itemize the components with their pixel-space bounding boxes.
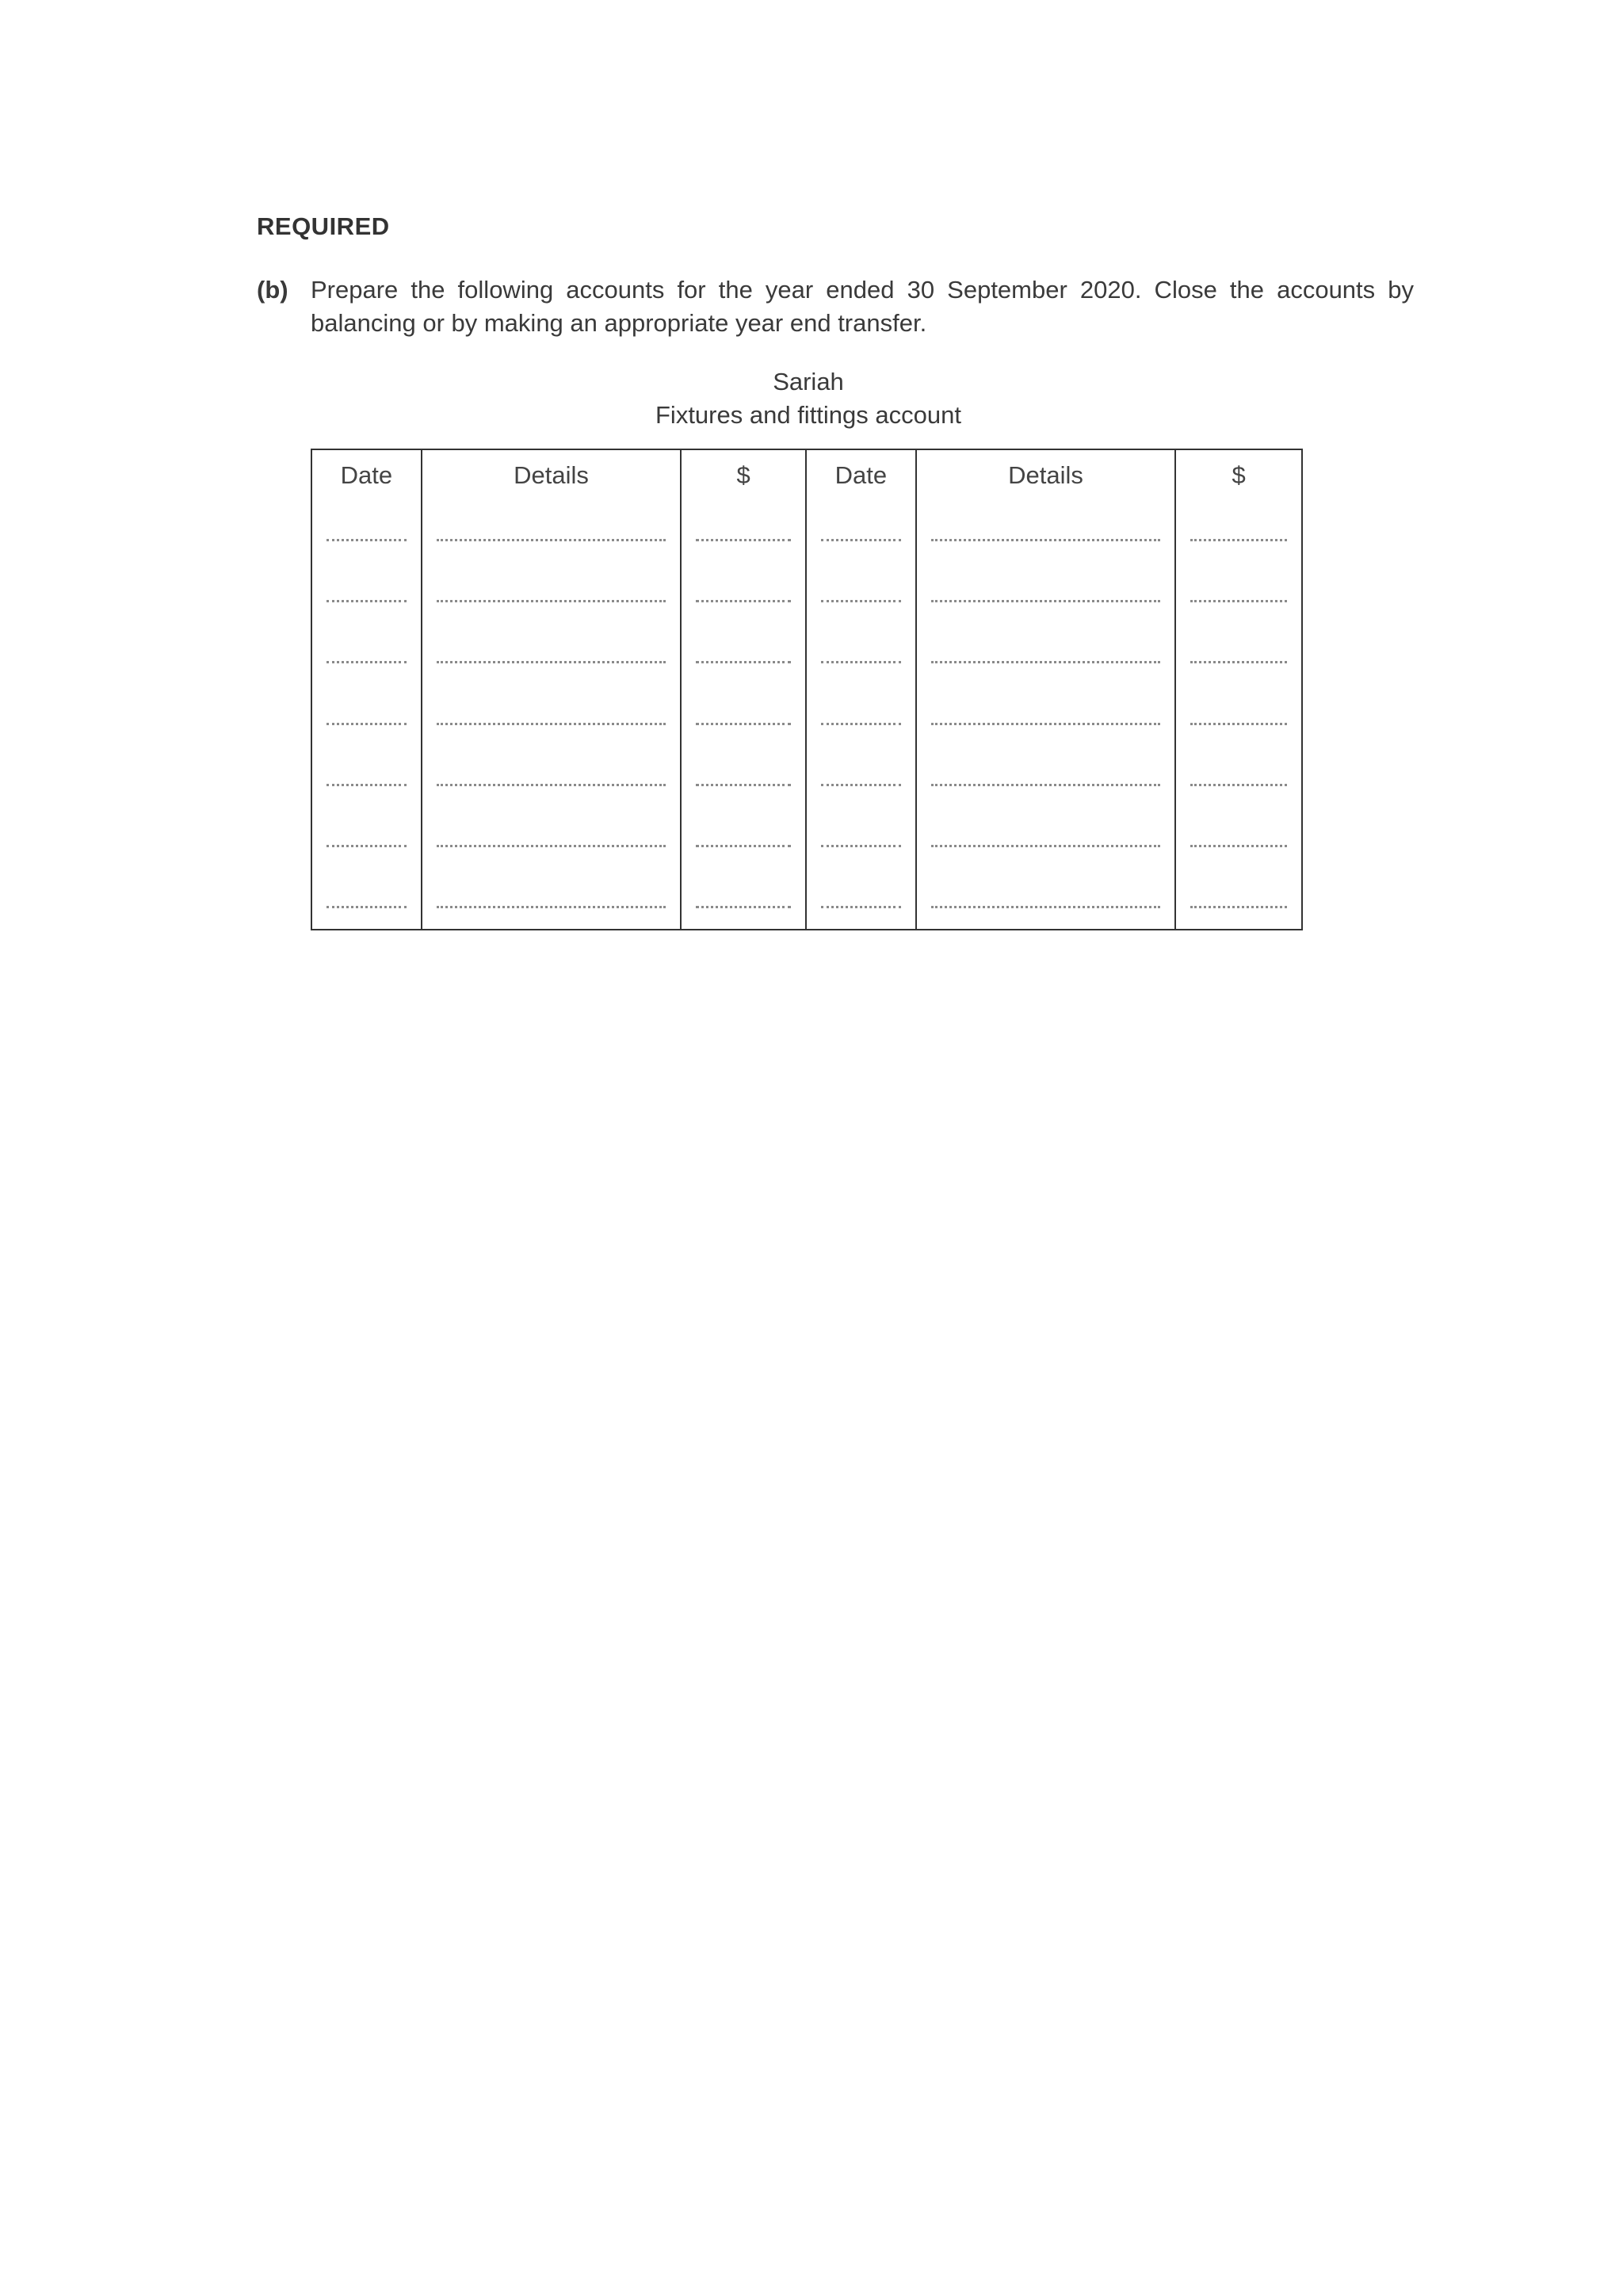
column-header: Date xyxy=(834,460,888,489)
dotted-answer-line xyxy=(931,906,1160,908)
column-header: Details xyxy=(514,460,589,489)
credit-amount-column xyxy=(1176,450,1301,929)
account-owner: Sariah xyxy=(773,368,844,395)
answer-cell[interactable] xyxy=(312,623,421,684)
dotted-answer-line xyxy=(1190,661,1287,663)
question-text: Prepare the following accounts for the year ended 30 September 2020. Close the accounts by balancing or by making an appropriate year end transfer. xyxy=(311,276,1414,337)
answer-cell[interactable] xyxy=(422,807,680,868)
answer-cell[interactable] xyxy=(422,501,680,562)
dotted-answer-line xyxy=(931,600,1160,602)
dotted-answer-line xyxy=(696,661,791,663)
answer-cell[interactable] xyxy=(1176,807,1301,868)
dotted-answer-line xyxy=(696,539,791,541)
dotted-answer-line xyxy=(327,845,407,847)
dotted-answer-line xyxy=(327,661,407,663)
answer-cell[interactable] xyxy=(422,684,680,745)
answer-cell[interactable] xyxy=(917,684,1174,745)
dotted-answer-line xyxy=(931,784,1160,786)
dotted-answer-line xyxy=(437,661,666,663)
column-header: Details xyxy=(1008,460,1083,489)
answer-cell[interactable] xyxy=(917,501,1174,562)
answer-cell[interactable] xyxy=(312,501,421,562)
debit-date-column xyxy=(312,450,422,929)
dotted-answer-line xyxy=(1190,600,1287,602)
dotted-answer-line xyxy=(931,723,1160,725)
dotted-answer-line xyxy=(696,845,791,847)
answer-cell[interactable] xyxy=(917,562,1174,623)
answer-cell[interactable] xyxy=(807,623,915,684)
answer-cell[interactable] xyxy=(807,562,915,623)
dotted-answer-line xyxy=(696,600,791,602)
answer-cell[interactable] xyxy=(807,684,915,745)
dotted-answer-line xyxy=(821,661,901,663)
debit-amount-column xyxy=(682,450,807,929)
dotted-answer-line xyxy=(437,600,666,602)
answer-cell[interactable] xyxy=(312,807,421,868)
answer-cell[interactable] xyxy=(682,868,805,929)
answer-cell[interactable] xyxy=(422,562,680,623)
answer-cell[interactable] xyxy=(1176,684,1301,745)
credit-date-column xyxy=(807,450,917,929)
answer-cell[interactable] xyxy=(312,868,421,929)
dotted-answer-line xyxy=(696,906,791,908)
account-title: Fixtures and fittings account xyxy=(655,401,961,429)
answer-cell[interactable] xyxy=(682,562,805,623)
dotted-answer-line xyxy=(821,784,901,786)
dotted-answer-line xyxy=(1190,784,1287,786)
debit-details-column xyxy=(422,450,682,929)
answer-cell[interactable] xyxy=(1176,746,1301,807)
dotted-answer-line xyxy=(1190,723,1287,725)
answer-cell[interactable] xyxy=(312,684,421,745)
dotted-answer-line xyxy=(821,600,901,602)
dotted-answer-line xyxy=(437,784,666,786)
answer-cell[interactable] xyxy=(422,868,680,929)
answer-cell[interactable] xyxy=(917,868,1174,929)
ledger-table xyxy=(311,449,1303,930)
dotted-answer-line xyxy=(327,784,407,786)
dotted-answer-line xyxy=(437,906,666,908)
dotted-answer-line xyxy=(931,845,1160,847)
dotted-answer-line xyxy=(931,539,1160,541)
answer-cell[interactable] xyxy=(1176,623,1301,684)
answer-cell[interactable] xyxy=(682,684,805,745)
answer-cell[interactable] xyxy=(312,562,421,623)
dotted-answer-line xyxy=(327,539,407,541)
dotted-answer-line xyxy=(821,906,901,908)
answer-cell[interactable] xyxy=(807,746,915,807)
answer-cell[interactable] xyxy=(1176,501,1301,562)
dotted-answer-line xyxy=(1190,845,1287,847)
answer-cell[interactable] xyxy=(807,501,915,562)
dotted-answer-line xyxy=(821,845,901,847)
dotted-answer-line xyxy=(327,600,407,602)
dotted-answer-line xyxy=(437,723,666,725)
answer-cell[interactable] xyxy=(807,807,915,868)
dotted-answer-line xyxy=(696,784,791,786)
question-b xyxy=(257,273,1414,340)
dotted-answer-line xyxy=(1190,539,1287,541)
answer-cell[interactable] xyxy=(1176,868,1301,929)
answer-cell[interactable] xyxy=(312,746,421,807)
dotted-answer-line xyxy=(696,723,791,725)
answer-cell[interactable] xyxy=(682,746,805,807)
answer-cell[interactable] xyxy=(1176,562,1301,623)
answer-cell[interactable] xyxy=(682,807,805,868)
answer-cell[interactable] xyxy=(682,623,805,684)
question-label: (b) xyxy=(257,276,288,304)
dotted-answer-line xyxy=(327,906,407,908)
answer-cell[interactable] xyxy=(917,746,1174,807)
answer-cell[interactable] xyxy=(807,868,915,929)
credit-details-column xyxy=(917,450,1176,929)
column-header: Date xyxy=(340,460,393,489)
answer-cell[interactable] xyxy=(422,746,680,807)
column-header: $ xyxy=(736,460,750,489)
dotted-answer-line xyxy=(327,723,407,725)
required-heading: REQUIRED xyxy=(257,212,390,240)
answer-cell[interactable] xyxy=(917,807,1174,868)
answer-cell[interactable] xyxy=(682,501,805,562)
dotted-answer-line xyxy=(437,539,666,541)
dotted-answer-line xyxy=(821,723,901,725)
answer-cell[interactable] xyxy=(917,623,1174,684)
dotted-answer-line xyxy=(1190,906,1287,908)
dotted-answer-line xyxy=(821,539,901,541)
dotted-answer-line xyxy=(931,661,1160,663)
column-header: $ xyxy=(1232,460,1246,489)
answer-cell[interactable] xyxy=(422,623,680,684)
dotted-answer-line xyxy=(437,845,666,847)
